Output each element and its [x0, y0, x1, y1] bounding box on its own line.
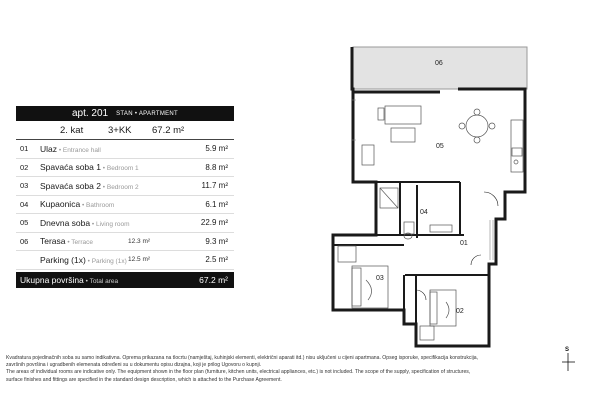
- room-area: 11.7 m²: [201, 181, 228, 191]
- total-area-row: [16, 272, 234, 288]
- compass-letter: S: [565, 347, 570, 353]
- room-name-en: • Bedroom 1: [100, 165, 139, 173]
- room-area: 5.9 m²: [205, 144, 228, 154]
- kitchen-furniture: [511, 120, 523, 172]
- disclaimer: [6, 355, 486, 384]
- room-area: 6.1 m²: [205, 199, 228, 209]
- room-row: [16, 159, 234, 178]
- layout-label: 3+KK: [108, 124, 132, 136]
- terrace-area: [353, 47, 527, 89]
- apartment-area: 67.2 m²: [152, 124, 185, 136]
- room-sub-area: 12.5 m²: [128, 256, 151, 264]
- room-name-en: • Bedroom 2: [100, 183, 139, 191]
- room-name-hr: Ulaz: [40, 143, 58, 154]
- room-label-02: 02: [456, 308, 464, 315]
- room-sub-area: 12.3 m²: [128, 237, 151, 245]
- room-name-hr: Spavaća soba 2: [40, 180, 101, 191]
- room-row: [16, 140, 234, 159]
- compass-icon: [562, 343, 576, 373]
- room-row: [16, 196, 234, 215]
- living-room-furniture: [362, 106, 495, 165]
- room-name-hr: Dnevna soba: [40, 217, 91, 228]
- room-name-en: • Terrace: [65, 239, 93, 247]
- room-row: [16, 251, 234, 270]
- room-name-hr: Parking (1x): [40, 254, 86, 265]
- room-row: [16, 177, 234, 196]
- disclaimer-en: The areas of individual rooms are indicative only. The equipment shown in the floor plan (furniture, kitchen units, electrical appliances, etc.) is not included. The scope of the supply, specification of structures, surface finishes and fittings are specified in the standard design description, which is attached to the Purchase Agreement.: [6, 369, 471, 383]
- apartment-header: [16, 106, 234, 121]
- room-index: 06: [20, 236, 29, 246]
- room-name-en: • Parking (1x): [85, 257, 127, 265]
- floor-label: 2. kat: [60, 124, 84, 136]
- room-row: [16, 233, 234, 252]
- room-area: 8.8 m²: [205, 162, 228, 172]
- room-name-hr: Kupaonica: [40, 199, 81, 210]
- room-name-hr: Spavaća soba 1: [40, 162, 101, 173]
- room-name-en: • Entrance hall: [57, 146, 101, 154]
- room-index: 02: [20, 162, 29, 172]
- room-index: 05: [20, 218, 29, 228]
- room-label-04: 04: [420, 209, 428, 216]
- apartment-summary: [16, 121, 234, 140]
- room-index: 03: [20, 181, 29, 191]
- apartment-number: apt. 201: [71, 108, 109, 119]
- room-row: [16, 214, 234, 233]
- room-area: 9.3 m²: [205, 236, 228, 246]
- room-list: [16, 140, 234, 270]
- room-name-en: • Bathroom: [80, 202, 115, 210]
- room-name-en: • Living room: [90, 220, 130, 228]
- total-label-en: • Total area: [83, 277, 119, 285]
- room-name-hr: Terasa: [40, 236, 66, 247]
- room-label-05: 05: [436, 143, 444, 150]
- room-label-03: 03: [376, 275, 384, 282]
- room-label-06: 06: [435, 60, 443, 67]
- apartment-info-table: [16, 106, 234, 288]
- room-label-01: 01: [460, 240, 468, 247]
- room-index: 04: [20, 199, 29, 209]
- disclaimer-hr: Kvadratura pojedinačnih soba su samo indikativna. Oprema prikazana na tlocrtu (namještaj, kuhinjski elementi, električni aparati itd.) nisu uključeni u cijeni apartmana. Opseg isporuke, specifikacija konstrukcija, završnih površina i ugradbenih elemenata određeni su u dokumentu opisu dizajna, koji je prilog Ugovoru o kupnji.: [6, 355, 478, 369]
- room-index: 01: [20, 144, 29, 154]
- total-area-value: 67.2 m²: [199, 274, 228, 285]
- room-area: 22.9 m²: [200, 218, 228, 228]
- inner-walls: [333, 182, 488, 346]
- total-label: Ukupna površina: [20, 274, 84, 285]
- apartment-type: STAN • APARTMENT: [116, 110, 179, 117]
- room-area: 2.5 m²: [205, 255, 228, 265]
